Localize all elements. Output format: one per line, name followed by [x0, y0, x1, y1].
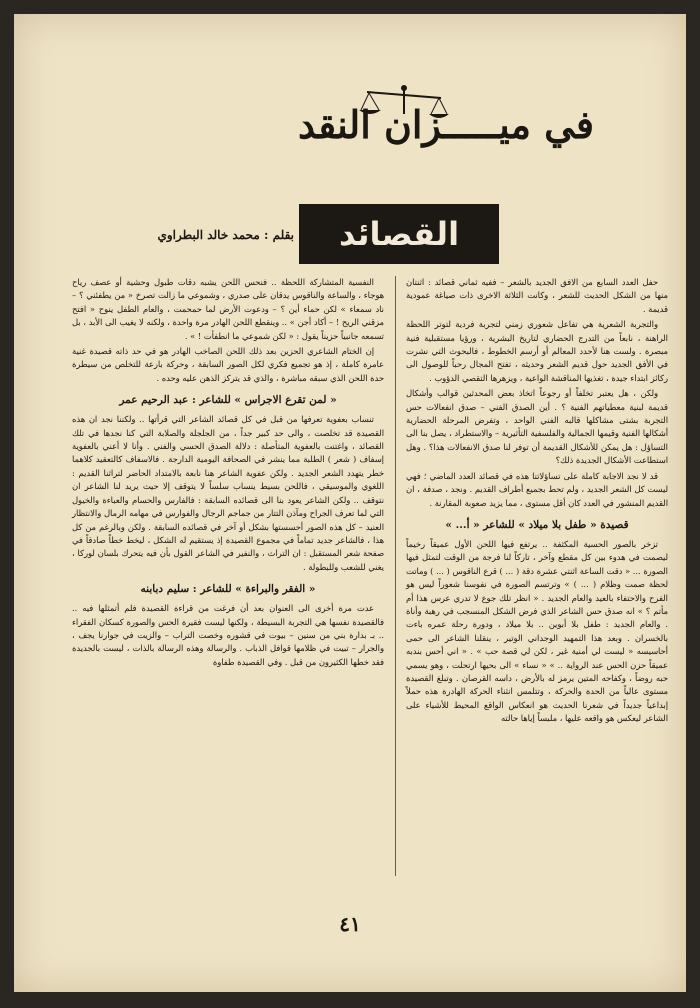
paragraph: والتجربة الشعرية هي تفاعل شعوري زمني لتجربة فردية لتوتر اللحظة الراهنة ، نابعاً من التدرج الحضاري لتاريخ البشرية ، ورؤيا مستقبلية فنية مبصرة . ولست هنا لأحدد المعالم أو أرسم الخطوط ، فالبحوث التي نشرت في الأفق الجديد حول قديم الشعر وحديثه ، تفتح المجال رحباً للوصول الى ركائز ابتداء جيدة ، تغذيها المناقشة الواعية ، ويزهرها التقصي الدؤوب . [406, 319, 668, 383]
paragraph: ولكن ، هل يعتبر تخلفاً أو رجوعاً اتخاذ بعض المحدثين قوالب وأشكال قديمة لبنية معطياتهم الفنية ؟ . أين الصدق الفني – صدق انفعالات حس التجربة بشتى مشاكلها قالبه الفني الواحد ، وتفرض المرحلة الحضارية أشكالها الفنية وقيمها الجمالية والفلسفية التأثيرية – والاستطراد ، يصل بنا الى التساؤل : هل يمكن للأشكال القديمة أن توفر لنا صدق الانفعالات هذا؟ . وهل استطاعت الأشكال الجديدة ذلك؟ [406, 388, 668, 466]
column-title: في ميـــــزان النقد [298, 102, 594, 147]
section-banner [299, 204, 499, 264]
paragraph: تنساب بعفوية تعرفها من قبل في كل قصائد الشاعر التي قرأتها .. ولكننا نجد ان هذه القصيدة قد تخلصت ، والى حد كبير جداً ، من الجلجلة والصلابة التي كنا نجدها في تلك القصائد ، واغتنت بالعفوية المتأصلة : دلالة الصدق الحسي والفني . وأنا لا أعني بالعفوية إسفاف ( شعر ) الطلبة مما ينشر في الصحافة اليومية الدارجة . فالاسفاف كالتعقيد كلاهما خطر يتهدد الشعر الجديد . ولكن عفوية الشاعر هنا نابعة بالامتداد الحاضر لتراثنا القديم : اللغوي والموسيقي ، فاللحن بسيط ينساب سلساً لا يتوقف إلا حيث يريد لنا الشاعر ان نتوقف .. ولكن الشاعر يعود بنا الى قصائده السابقة : فالفارس والحسام والعباءة والخيول التي لما تعرف الجراح ومآذن التتار من جماجم الرجال والفوارس في مهامه الرمال والانتظار العنيد – كل هذه الصور أحسستها بشكل أو آخر في قصائده السابقة . ولكن وبالرغم من كل هذا ، فالشاعر جديد تماماً في مجموع القصيدة إذ يستقيم له الشكل ، ليخط خطاً صادقاً في صفحة شعر المستقبل : ان التراث ، والنفير في الشاعر القول بأن فيه يتحرك بلسان لوركا ، يغني للشعب وللبطولة . [72, 414, 384, 572]
page-number: ٤١ [339, 912, 361, 936]
section-title: القصائد [338, 215, 460, 253]
paragraph: النفسية المتشاركة اللحظة .. فنحس اللحن يشبه دقات طبول وحشية أو عصف رياح هوجاء ، والساعة والناقوس يدقان على صدري ، وشموعي ما زالت تصرخ « من يطفئني ؟ – ناد سمعاء » لكن حماء أين ؟ – ودعوت الأرض لما حمحمت ، والعام الطفل ينوح « افتح مزقني الريح ! – أكاد أجن » .. وينقطع اللحن الهادر مرة واحدة ، ولكنه لا يغيب الى الأبد ، بل تسمعه جانبياً حزيناً يقول : « لكن شموعي ما انطفأت ! » . [72, 277, 384, 341]
paragraph: تزخر بالصور الحسية المكثفة .. يرتفع فيها اللحن الأول عميقاً رخيماً ليصمت في هدوء بين كل مقطع وآخر ، تاركاً لنا فرجة من الوقت لتمثل فيها الصورة ... « دقت الساعة اثنتي عشرة دقة ( ... ) قرع الناقوس ( ... ) وماتت لحظة صمت وظلام ( ... ) » وترتسم الصورة في نفوسنا شعوراً ليس هو الفرح والاحتفاء بالعيد والعام الجديد . « انظر تلك جوع لا تدري عرس هذا أم مأتم ؟ » انه صدق حس الشاعر الذي فرض الشكل المنسجب في رهبة وأناة . والعام الجديد : طفل بلا أبوين .. بلا ميلاد ، ودورة رحلة عمره باءت بالخسران . وبعد هذا التمهيد الوجداني الوتير ، ينقلنا الشاعر الى حمى أحاسيسه « ليست لي أمنية غير ، لكن لي قصة حب » . « اني أحس بندبه عميقاً حزن الحس عند الرواية .. » « نساء » الى بحيها ارتحلت ، وهو يسمي حبه روضاً ، وكفاحه المتين يرمز له بالأرض ، داسه القرصان . وتبلغ القصيدة مستوى عالياً من الحدة والحركة ، وتتلمس انثناء الحركة الهادرة هذه حملاً إبداعياً جديداً في شعرنا الحديث هو انعكاس الواقع المحيط للأشياء على الشاعر ليعكس هو واقعه عليها ، ملبساً إياها حالته [406, 538, 668, 724]
paragraph: قد لا نجد الاجابة كاملة على تساؤلاتنا هذه في قصائد العدد الماضي ؛ فهي ليست كل الشعر الجديد ، ولم تحط بجميع أطراف القديم . ونجد ، صدفة ، ان القديم المنشور في العدد كان أقل مستوى ، مما يزيد صعوبة المقارنة . [406, 470, 668, 508]
column-header [164, 84, 594, 194]
byline: بقلم : محمد خالد البطراوي [157, 228, 294, 242]
poem-heading: « لمن تقرع الاجراس » للشاعر : عبد الرحيم عمر [119, 394, 337, 407]
paragraph: إن الختام الشاعري الحزين بعد ذلك اللحن الصاخب الهادر هو في حد ذاته قصيدة غنية عامرة كاملة ، إذ هو تجميع فكري لكل الصور السابقة ، وحركة بارعة للتخلص من سيطرة حدة اللحن الذي سبقه مباشرة ، والذي قد يتركز الذهن عليه وحده . [72, 346, 384, 383]
poem-heading: قصيدة « طفل بلا ميلاد » للشاعر « أ... » [445, 518, 629, 531]
left-column [72, 276, 384, 671]
right-column [406, 276, 668, 728]
poem-heading: « الفقر والبراءة » للشاعر : سليم دبابنه [140, 583, 316, 596]
paragraph: عدت مرة أخرى الى العنوان بعد أن فرغت من قراءة القصيدة فلم أتمثلها فيه .. فالقصيدة نفسها هي التجربة البسيطة ، ولكنها ليست فقيرة الحس والصورة كسكان الفقراء .. بـ بدارة بني من سنين – بيوت في قشوره وخصت التراب – والزيت في جوارنا يجف ، والجرار – تبيت في ظلامها قوافل الذباب . والرسالة وهذه الرسالة بالذات ، ليست بالجديدة فقد خطها الكثيرون من قبل . وفي القصيدة طفاوة [72, 603, 384, 667]
magazine-page [14, 14, 686, 992]
paragraph: حفل العدد السابع من الافق الجديد بالشعر – ففيه ثماني قصائد : اثنتان منها من الشكل الحديث للشعر ، وكانت الثلاثة الاخرى ذات صياغة عمودية قديمة . [406, 277, 668, 314]
column-divider [395, 276, 396, 876]
